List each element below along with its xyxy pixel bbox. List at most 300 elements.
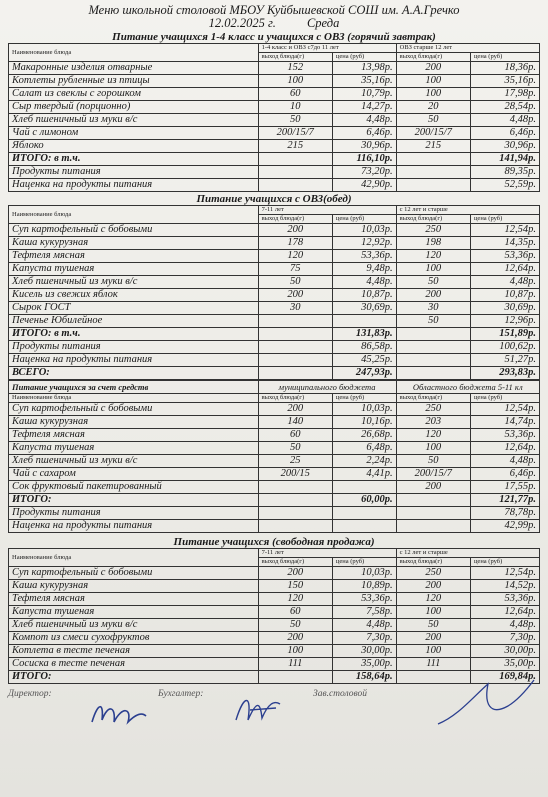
section2-group1-header: 7-11 лет	[258, 206, 396, 215]
total-group2: 78,78р.	[470, 507, 539, 520]
director-signature	[88, 696, 148, 728]
dish-weight-group1: 75	[258, 263, 332, 276]
dish-name: Компот из смеси сухофруктов	[9, 632, 259, 645]
section4-rows	[9, 567, 540, 684]
dish-weight-group2: 250	[396, 403, 470, 416]
table-row	[9, 442, 540, 455]
dish-price-group1: 10,03р.	[332, 567, 396, 580]
dish-weight-group1: 200	[258, 224, 332, 237]
dish-weight-group1: 178	[258, 237, 332, 250]
dish-name: Котлеты рубленные из птицы	[9, 75, 259, 88]
dish-price-group2: 12,64р.	[470, 442, 539, 455]
dish-weight-group1: 150	[258, 580, 332, 593]
dish-name: Сок фруктовый пакетированный	[9, 481, 259, 494]
total-group2: 121,77р.	[470, 494, 539, 507]
total-group1: 131,83р.	[332, 328, 396, 341]
section1-group2-header: ОВЗ старше 12 лет	[396, 44, 539, 53]
dish-name: Кисель из свежих яблок	[9, 289, 259, 302]
total-row	[9, 367, 540, 380]
table-row	[9, 302, 540, 315]
dish-weight-group2: 200/15/7	[396, 468, 470, 481]
section1-rows	[9, 62, 540, 192]
col-weight-header: выход блюда(г)	[258, 53, 332, 62]
section2-title: Питание учащихся с ОВЗ(обед)	[196, 193, 352, 205]
dish-price-group2: 12,64р.	[470, 263, 539, 276]
dish-price-group2: 53,36р.	[470, 593, 539, 606]
total-group1: 42,90р.	[332, 179, 396, 192]
total-row	[9, 153, 540, 166]
table-row	[9, 403, 540, 416]
total-group2: 293,83р.	[470, 367, 539, 380]
dish-price-group2: 6,46р.	[470, 127, 539, 140]
dish-weight-group1: 200	[258, 632, 332, 645]
col-price-header: цена (руб)	[332, 53, 396, 62]
dish-price-group2: 4,48р.	[470, 619, 539, 632]
dish-weight-group2: 203	[396, 416, 470, 429]
total-row	[9, 341, 540, 354]
dish-price-group2: 10,87р.	[470, 289, 539, 302]
dish-price-group1: 7,58р.	[332, 606, 396, 619]
total-label: Наценка на продукты питания	[9, 520, 259, 533]
dish-price-group2: 12,64р.	[470, 606, 539, 619]
dish-name: Хлеб пшеничный из муки в/с	[9, 114, 259, 127]
dish-name: Макаронные изделия отварные	[9, 62, 259, 75]
dish-price-group2: 4,48р.	[470, 455, 539, 468]
dish-price-group1: 10,87р.	[332, 289, 396, 302]
dish-weight-group2: 50	[396, 455, 470, 468]
empty-cell	[396, 367, 470, 380]
section2-group2-header: с 12 лет и старше	[396, 206, 539, 215]
empty-cell	[396, 341, 470, 354]
dish-name: Суп картофельный с бобовыми	[9, 567, 259, 580]
dish-price-group2: 6,46р.	[470, 468, 539, 481]
dish-weight-group2: 100	[396, 645, 470, 658]
dish-weight-group1: 120	[258, 250, 332, 263]
col-weight-header: выход блюда(г)	[396, 394, 470, 403]
table-row	[9, 606, 540, 619]
total-group2: 52,59р.	[470, 179, 539, 192]
total-label: Наценка на продукты питания	[9, 354, 259, 367]
table-row	[9, 481, 540, 494]
dish-price-group1: 53,36р.	[332, 593, 396, 606]
dish-weight-group1: 200/15	[258, 468, 332, 481]
table-row	[9, 127, 540, 140]
dish-price-group2: 30,96р.	[470, 140, 539, 153]
col-price-header: цена (руб)	[470, 394, 539, 403]
dish-price-group1: 10,16р.	[332, 416, 396, 429]
total-group2: 89,35р.	[470, 166, 539, 179]
empty-cell	[396, 494, 470, 507]
col-weight-header: выход блюда(г)	[258, 215, 332, 224]
dish-weight-group1: 30	[258, 302, 332, 315]
empty-cell	[258, 367, 332, 380]
director-label: Директор:	[8, 689, 52, 699]
dish-weight-group1: 25	[258, 455, 332, 468]
col-weight-header: выход блюда(г)	[258, 558, 332, 567]
total-label: Продукты питания	[9, 166, 259, 179]
dish-name: Тефтеля мясная	[9, 593, 259, 606]
dish-price-group2: 14,35р.	[470, 237, 539, 250]
empty-cell	[396, 520, 470, 533]
accountant-signature	[230, 690, 290, 730]
total-label: ИТОГО:	[9, 494, 259, 507]
table-row	[9, 276, 540, 289]
dish-price-group2: 7,30р.	[470, 632, 539, 645]
dish-name: Чай с сахаром	[9, 468, 259, 481]
dish-weight-group1: 10	[258, 101, 332, 114]
empty-cell	[258, 328, 332, 341]
menu-date: 12.02.2025 г.	[208, 16, 276, 30]
col-name-header: Наименование блюда	[9, 206, 259, 224]
dish-name: Хлеб пшеничный из муки в/с	[9, 276, 259, 289]
section3-title-left: Питание учащихся за счет средств	[9, 381, 259, 394]
dish-weight-group1: 215	[258, 140, 332, 153]
total-row	[9, 354, 540, 367]
total-group1: 158,64р.	[332, 671, 396, 684]
col-weight-header: выход блюда(г)	[258, 394, 332, 403]
dish-weight-group1: 152	[258, 62, 332, 75]
dish-weight-group2: 50	[396, 114, 470, 127]
dish-price-group2: 28,54р.	[470, 101, 539, 114]
section2-group-row	[9, 206, 540, 215]
col-price-header: цена (руб)	[470, 215, 539, 224]
dish-price-group1: 30,69р.	[332, 302, 396, 315]
section3-rows	[9, 403, 540, 533]
section1-table	[8, 43, 540, 192]
col-price-header: цена (руб)	[470, 558, 539, 567]
section2-table	[8, 205, 540, 380]
dish-weight-group2: 250	[396, 224, 470, 237]
dish-weight-group1: 50	[258, 114, 332, 127]
dish-price-group1: 4,41р.	[332, 468, 396, 481]
section4-group1-header: 7-11 лет	[258, 549, 396, 558]
dish-weight-group1: 200	[258, 403, 332, 416]
table-row	[9, 580, 540, 593]
dish-weight-group2: 111	[396, 658, 470, 671]
canteen-signature	[428, 676, 538, 732]
section2-rows	[9, 224, 540, 380]
table-row	[9, 429, 540, 442]
dish-name: Суп картофельный с бобовыми	[9, 224, 259, 237]
dish-price-group1	[332, 315, 396, 328]
dish-name: Сосиска в тесте печеная	[9, 658, 259, 671]
dish-price-group2: 14,52р.	[470, 580, 539, 593]
col-name-header: Наименование блюда	[9, 549, 259, 567]
total-group2: 42,99р.	[470, 520, 539, 533]
dish-weight-group1	[258, 481, 332, 494]
canteen-label: Зав.столовой	[313, 689, 368, 699]
dish-price-group2: 4,48р.	[470, 276, 539, 289]
dish-name: Капуста тушеная	[9, 263, 259, 276]
total-group2: 100,62р.	[470, 341, 539, 354]
dish-price-group2: 35,16р.	[470, 75, 539, 88]
dish-name: Хлеб пшеничный из муки в/с	[9, 619, 259, 632]
section1-group-row	[9, 44, 540, 53]
dish-weight-group1: 120	[258, 593, 332, 606]
dish-price-group1: 9,48р.	[332, 263, 396, 276]
total-label: ИТОГО: в т.ч.	[9, 153, 259, 166]
dish-price-group1: 4,48р.	[332, 619, 396, 632]
section3-title-right: Областного бюджета 5-11 кл	[396, 381, 539, 394]
dish-name: Сыр твердый (порционно)	[9, 101, 259, 114]
table-row	[9, 416, 540, 429]
dish-name: Каша кукурузная	[9, 416, 259, 429]
dish-price-group2: 30,00р.	[470, 645, 539, 658]
col-weight-header: выход блюда(г)	[396, 558, 470, 567]
dish-weight-group2: 100	[396, 75, 470, 88]
table-row	[9, 567, 540, 580]
total-group2: 141,94р.	[470, 153, 539, 166]
section4-table	[8, 548, 540, 684]
dish-name: Капуста тушеная	[9, 442, 259, 455]
dish-weight-group1: 200/15/7	[258, 127, 332, 140]
col-weight-header: выход блюда(г)	[396, 53, 470, 62]
dish-weight-group1: 50	[258, 276, 332, 289]
col-price-header: цена (руб)	[332, 558, 396, 567]
section4-title: Питание учащихся (свободная продажа)	[173, 536, 375, 548]
table-row	[9, 263, 540, 276]
dish-price-group2: 14,74р.	[470, 416, 539, 429]
menu-header	[8, 4, 540, 30]
dish-price-group1: 14,27р.	[332, 101, 396, 114]
table-row	[9, 75, 540, 88]
dish-weight-group2: 198	[396, 237, 470, 250]
dish-weight-group2: 100	[396, 88, 470, 101]
total-label: Наценка на продукты питания	[9, 179, 259, 192]
table-row	[9, 237, 540, 250]
dish-name: Чай с лимоном	[9, 127, 259, 140]
table-row	[9, 315, 540, 328]
empty-cell	[258, 520, 332, 533]
dish-price-group1: 6,46р.	[332, 127, 396, 140]
total-label: Продукты питания	[9, 507, 259, 520]
dish-weight-group2: 50	[396, 619, 470, 632]
total-group2: 169,84р.	[470, 671, 539, 684]
section3-subheader-row	[9, 394, 540, 403]
dish-weight-group2: 100	[396, 606, 470, 619]
total-row	[9, 520, 540, 533]
dish-price-group1: 4,48р.	[332, 276, 396, 289]
dish-name: Сырок ГОСТ	[9, 302, 259, 315]
total-group1	[332, 507, 396, 520]
dish-weight-group2: 200	[396, 580, 470, 593]
dish-price-group1: 10,03р.	[332, 403, 396, 416]
dish-weight-group2: 250	[396, 567, 470, 580]
table-row	[9, 632, 540, 645]
dish-weight-group1: 200	[258, 567, 332, 580]
total-label: Продукты питания	[9, 341, 259, 354]
section4-group2-header: с 12 лет и старше	[396, 549, 539, 558]
section3-title-mid: муниципального бюджета	[258, 381, 396, 394]
table-row	[9, 62, 540, 75]
dish-weight-group1: 60	[258, 429, 332, 442]
col-name-header: Наименование блюда	[9, 44, 259, 62]
total-group1: 86,58р.	[332, 341, 396, 354]
table-row	[9, 88, 540, 101]
total-group2: 51,27р.	[470, 354, 539, 367]
dish-price-group2: 53,36р.	[470, 250, 539, 263]
dish-name: Каша кукурузная	[9, 580, 259, 593]
dish-price-group2: 12,54р.	[470, 403, 539, 416]
dish-weight-group2: 120	[396, 429, 470, 442]
dish-name: Каша кукурузная	[9, 237, 259, 250]
dish-price-group2: 12,96р.	[470, 315, 539, 328]
total-row	[9, 166, 540, 179]
dish-weight-group2: 200	[396, 481, 470, 494]
dish-weight-group1: 200	[258, 289, 332, 302]
dish-price-group1: 4,48р.	[332, 114, 396, 127]
table-row	[9, 250, 540, 263]
dish-weight-group1: 111	[258, 658, 332, 671]
dish-weight-group2: 30	[396, 302, 470, 315]
total-group1	[332, 520, 396, 533]
dish-weight-group2: 200	[396, 62, 470, 75]
col-name-header: Наименование блюда	[9, 394, 259, 403]
dish-name: Котлета в тесте печеная	[9, 645, 259, 658]
dish-price-group2: 17,98р.	[470, 88, 539, 101]
dish-price-group1: 30,96р.	[332, 140, 396, 153]
total-row	[9, 328, 540, 341]
dish-price-group2: 53,36р.	[470, 429, 539, 442]
table-row	[9, 468, 540, 481]
empty-cell	[396, 153, 470, 166]
table-row	[9, 619, 540, 632]
dish-price-group1: 10,89р.	[332, 580, 396, 593]
col-weight-header: выход блюда(г)	[396, 215, 470, 224]
empty-cell	[258, 166, 332, 179]
section3-table	[8, 380, 540, 533]
signatures	[8, 684, 540, 734]
dish-weight-group1: 50	[258, 442, 332, 455]
total-row	[9, 179, 540, 192]
total-label: ВСЕГО:	[9, 367, 259, 380]
empty-cell	[396, 166, 470, 179]
dish-price-group1: 7,30р.	[332, 632, 396, 645]
dish-name: Тефтеля мясная	[9, 250, 259, 263]
empty-cell	[258, 179, 332, 192]
dish-name: Капуста тушеная	[9, 606, 259, 619]
empty-cell	[396, 328, 470, 341]
dish-weight-group1: 100	[258, 645, 332, 658]
section1-group1-header: 1-4 класс и ОВЗ с7до 11 лет	[258, 44, 396, 53]
dish-price-group1	[332, 481, 396, 494]
table-row	[9, 658, 540, 671]
menu-title: Меню школьной столовой МБОУ Куйбышевской СОШ им. А.А.Гречко	[88, 3, 460, 17]
dish-weight-group1: 140	[258, 416, 332, 429]
empty-cell	[258, 507, 332, 520]
col-price-header: цена (руб)	[332, 394, 396, 403]
dish-name: Тефтеля мясная	[9, 429, 259, 442]
table-row	[9, 114, 540, 127]
empty-cell	[396, 354, 470, 367]
total-group1: 247,93р.	[332, 367, 396, 380]
dish-price-group1: 10,79р.	[332, 88, 396, 101]
dish-weight-group2: 50	[396, 276, 470, 289]
dish-price-group1: 10,03р.	[332, 224, 396, 237]
empty-cell	[396, 507, 470, 520]
empty-cell	[258, 341, 332, 354]
table-row	[9, 140, 540, 153]
dish-price-group2: 18,36р.	[470, 62, 539, 75]
dish-name: Салат из свеклы с горошком	[9, 88, 259, 101]
dish-price-group1: 13,98р.	[332, 62, 396, 75]
dish-price-group1: 35,00р.	[332, 658, 396, 671]
dish-weight-group2: 200/15/7	[396, 127, 470, 140]
dish-weight-group1: 100	[258, 75, 332, 88]
dish-name: Яблоко	[9, 140, 259, 153]
table-row	[9, 645, 540, 658]
dish-weight-group2: 200	[396, 632, 470, 645]
dish-weight-group1	[258, 315, 332, 328]
table-row	[9, 593, 540, 606]
empty-cell	[258, 354, 332, 367]
total-group2: 151,89р.	[470, 328, 539, 341]
dish-price-group2: 4,48р.	[470, 114, 539, 127]
dish-price-group2: 12,54р.	[470, 224, 539, 237]
col-price-header: цена (руб)	[332, 215, 396, 224]
dish-weight-group2: 100	[396, 263, 470, 276]
dish-price-group1: 26,68р.	[332, 429, 396, 442]
dish-weight-group2: 120	[396, 593, 470, 606]
empty-cell	[258, 153, 332, 166]
dish-price-group1: 35,16р.	[332, 75, 396, 88]
dish-price-group1: 30,00р.	[332, 645, 396, 658]
menu-weekday: Среда	[306, 16, 340, 30]
dish-name: Печенье Юбилейное	[9, 315, 259, 328]
empty-cell	[396, 179, 470, 192]
total-label: ИТОГО: в т.ч.	[9, 328, 259, 341]
dish-price-group1: 6,48р.	[332, 442, 396, 455]
dish-weight-group1: 60	[258, 88, 332, 101]
dish-price-group2: 12,54р.	[470, 567, 539, 580]
dish-name: Хлеб пшеничный из муки в/с	[9, 455, 259, 468]
col-price-header: цена (руб)	[470, 53, 539, 62]
section3-title-row	[9, 381, 540, 394]
dish-price-group2: 30,69р.	[470, 302, 539, 315]
total-label: ИТОГО:	[9, 671, 259, 684]
total-row	[9, 494, 540, 507]
table-row	[9, 224, 540, 237]
empty-cell	[258, 671, 332, 684]
dish-name: Суп картофельный с бобовыми	[9, 403, 259, 416]
section1-title: Питание учащихся 1-4 класс и учащихся с ОВЗ (горячий завтрак)	[112, 31, 436, 43]
table-row	[9, 455, 540, 468]
dish-weight-group2: 120	[396, 250, 470, 263]
menu-date-line	[8, 17, 540, 30]
total-group1: 73,20р.	[332, 166, 396, 179]
total-group1: 60,00р.	[332, 494, 396, 507]
table-row	[9, 289, 540, 302]
empty-cell	[258, 494, 332, 507]
total-row	[9, 507, 540, 520]
dish-price-group1: 12,92р.	[332, 237, 396, 250]
dish-weight-group2: 50	[396, 315, 470, 328]
dish-weight-group1: 60	[258, 606, 332, 619]
dish-weight-group2: 215	[396, 140, 470, 153]
dish-price-group2: 35,00р.	[470, 658, 539, 671]
dish-weight-group2: 200	[396, 289, 470, 302]
dish-weight-group2: 20	[396, 101, 470, 114]
dish-weight-group1: 50	[258, 619, 332, 632]
accountant-label: Бухгалтер:	[158, 689, 204, 699]
total-group1: 45,25р.	[332, 354, 396, 367]
dish-price-group2: 17,55р.	[470, 481, 539, 494]
total-group1: 116,10р.	[332, 153, 396, 166]
section4-group-row	[9, 549, 540, 558]
dish-price-group1: 53,36р.	[332, 250, 396, 263]
table-row	[9, 101, 540, 114]
dish-price-group1: 2,24р.	[332, 455, 396, 468]
